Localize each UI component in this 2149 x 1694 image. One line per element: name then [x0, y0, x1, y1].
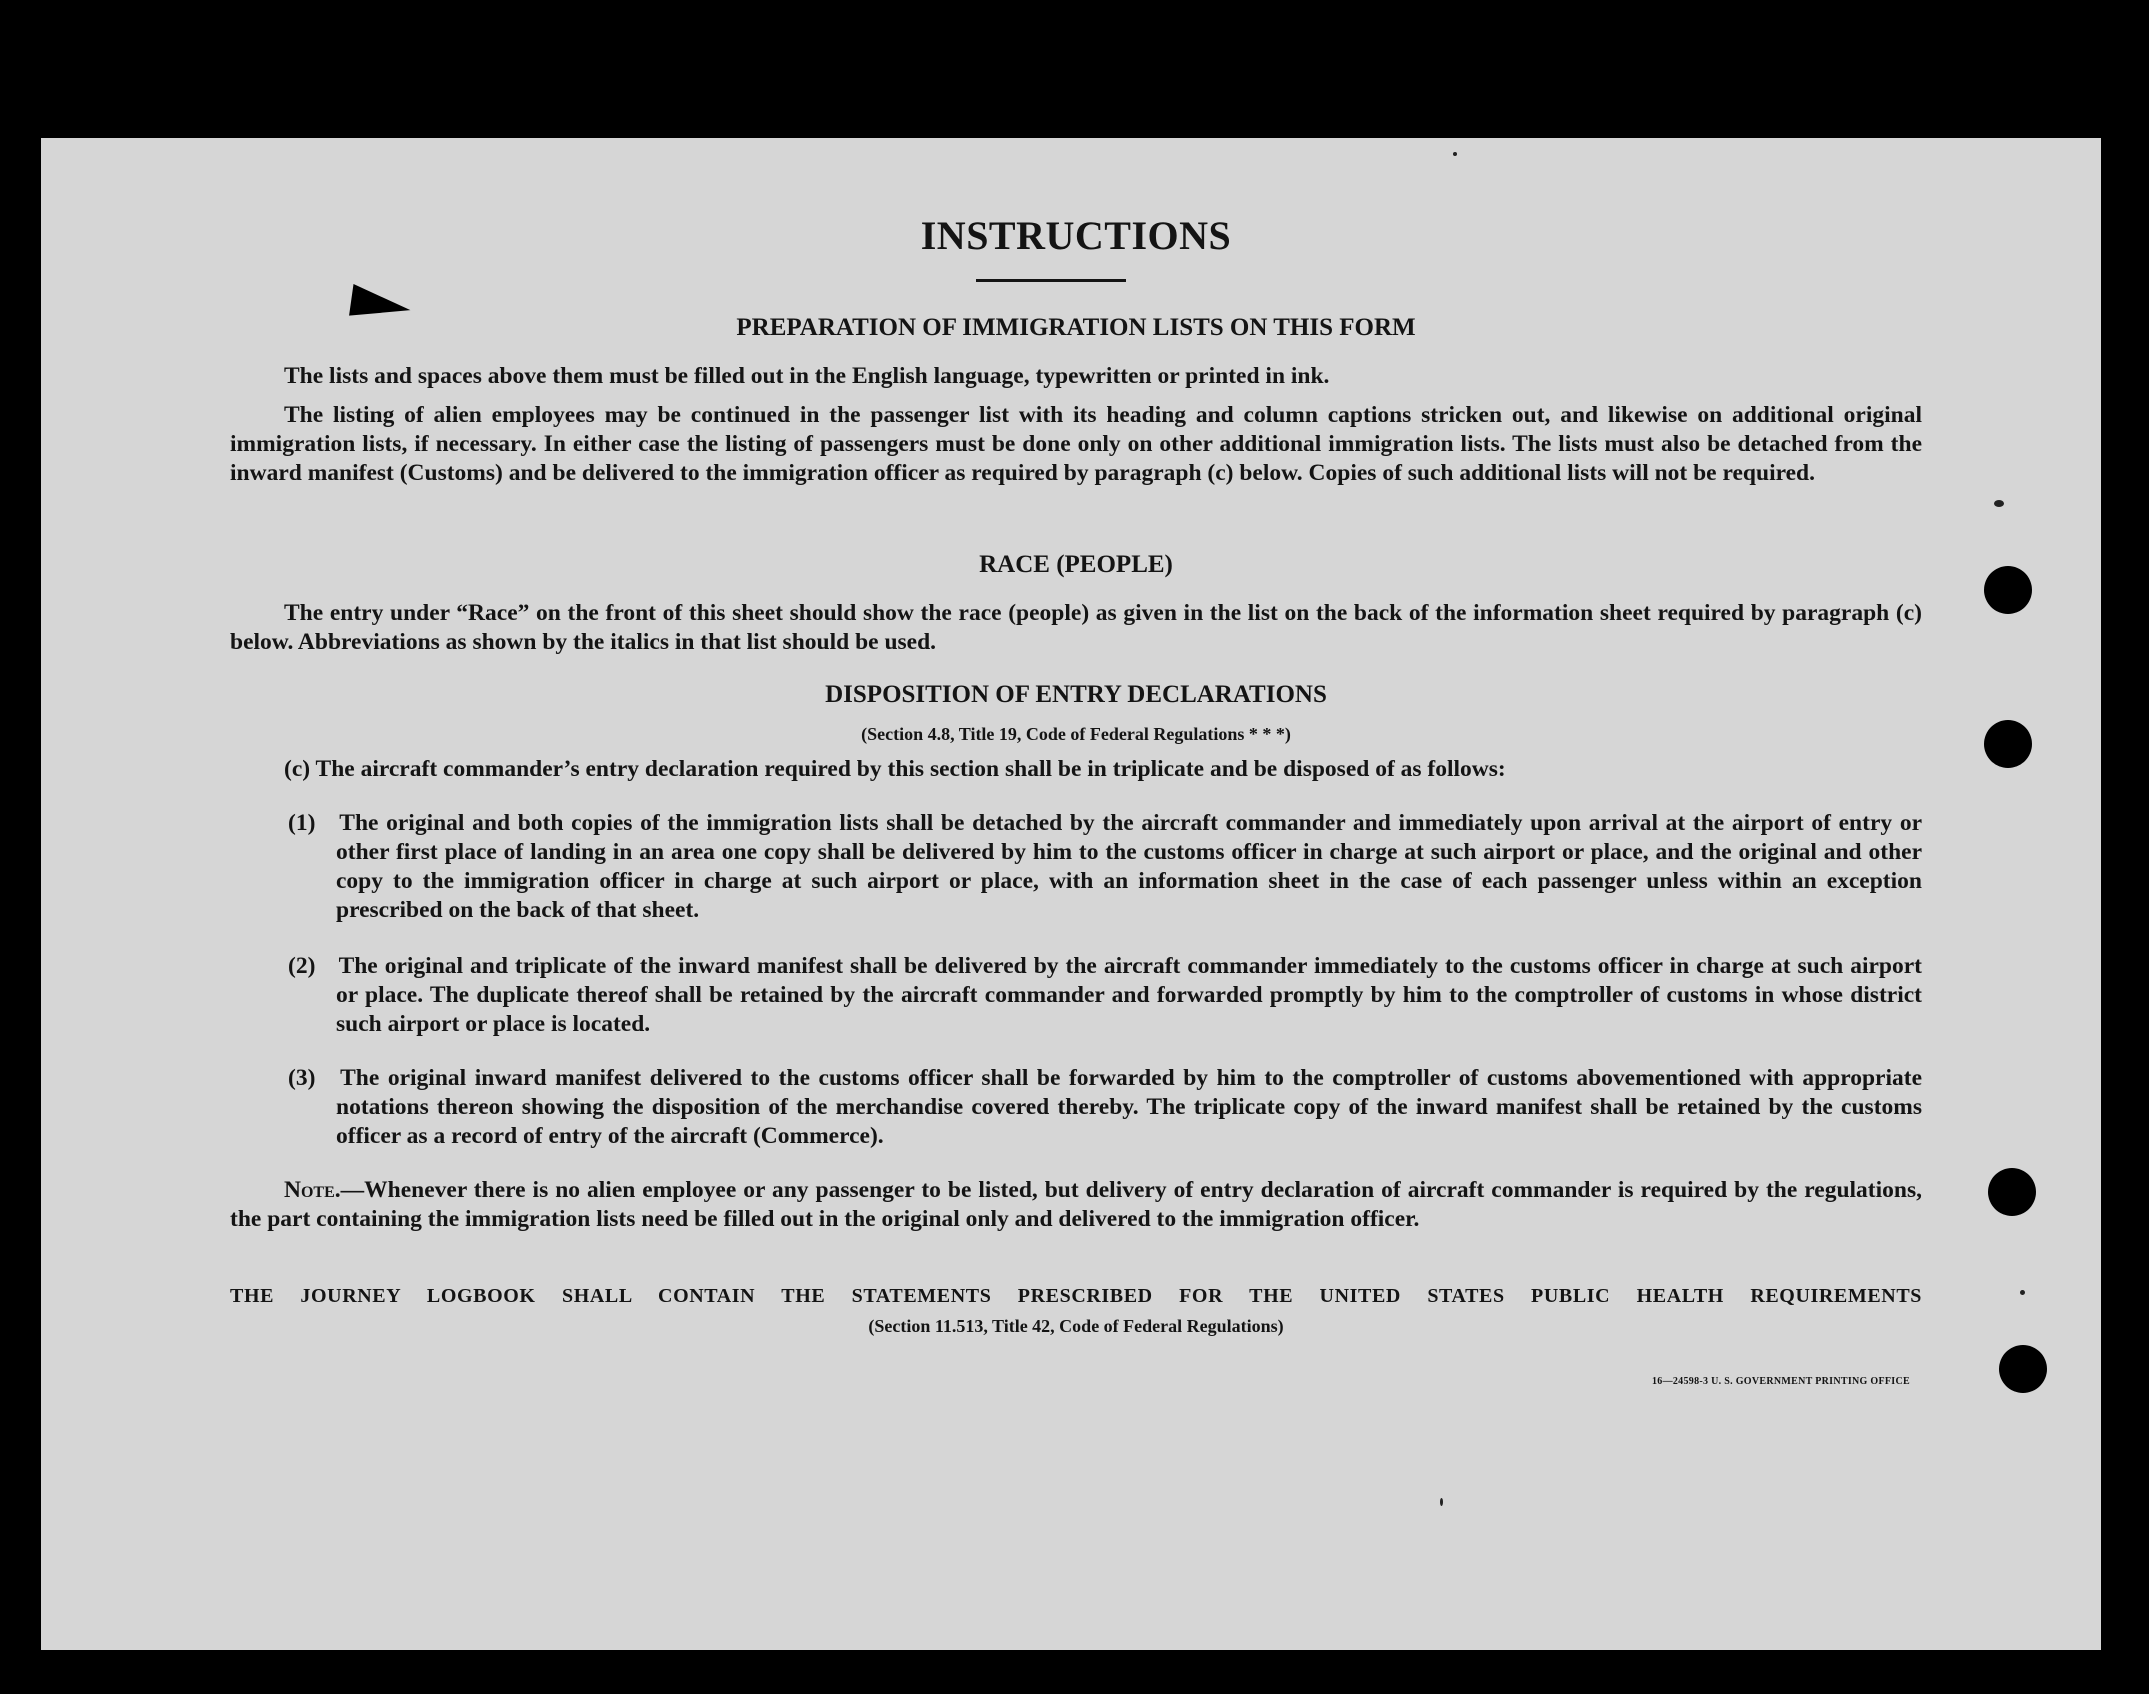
- list-item-3: [288, 1064, 1922, 1151]
- intro-text: The aircraft commander’s entry declaration required by this section shall be in triplicate and be disposed of as follows:: [315, 756, 1506, 782]
- list-item-number: (3): [288, 1065, 316, 1091]
- section-heading-preparation: PREPARATION OF IMMIGRATION LISTS ON THIS FORM: [736, 314, 1416, 341]
- list-item-text: The original and triplicate of the inward manifest shall be delivered by the aircraft commander immediately to the customs officer in charge at such airport or place. The duplicate thereof shall be retained by the aircraft commander and forwarded promptly by him to the comptroller of customs in whose district such airport or place is located.: [336, 953, 1922, 1037]
- printer-imprint: 16—24598-3 U. S. GOVERNMENT PRINTING OFFICE: [1651, 1376, 1910, 1387]
- citation-title-42: (Section 11.513, Title 42, Code of Federal Regulations): [868, 1316, 1284, 1336]
- list-item-number: (1): [288, 810, 316, 836]
- paragraph-language: The lists and spaces above them must be filled out in the English language, typewritten or printed in ink.: [284, 363, 1330, 389]
- title-underline: [976, 279, 1126, 282]
- list-item-1: [288, 809, 1922, 925]
- ink-speck: [2020, 1290, 2025, 1295]
- intro-label: (c): [284, 756, 311, 782]
- note-label: Note.: [284, 1177, 341, 1203]
- page-title: INSTRUCTIONS: [920, 213, 1232, 258]
- list-item-text: The original and both copies of the immigration lists shall be detached by the aircraft commander and immediately upon arrival at the airport of entry or other first place of landing in an area one copy shall be delivered by him to the customs officer in charge at such airport or place, and the original and other copy to the immigration officer in charge at such airport or place, with an information sheet in the case of each passenger unless within an exception prescribed on the back of that sheet.: [336, 810, 1922, 923]
- paragraph-listing: The listing of alien employees may be continued in the passenger list with its heading and column captions stricken out, and likewise on additional original immigration lists, if necessary. In either case the listing of passengers must be done only on other additional immigration lists. The lists must also be detached from the inward manifest (Customs) and be delivered to the immigration officer as required by paragraph (c) below. Copies of such additional lists will not be required.: [230, 402, 1922, 486]
- paragraph-disposition-intro: [230, 755, 1922, 784]
- ink-speck: [1440, 1498, 1443, 1506]
- document-sheet: [41, 138, 2101, 1650]
- section-heading-disposition: DISPOSITION OF ENTRY DECLARATIONS: [825, 681, 1327, 708]
- section-heading-race: RACE (PEOPLE): [979, 551, 1173, 578]
- note-text: —Whenever there is no alien employee or any passenger to be listed, but delivery of entry declaration of aircraft commander is required by the regulations, the part containing the immigration lists need be filled out in the original only and delivered to the immigration officer.: [230, 1177, 1922, 1232]
- paragraph-note: [230, 1176, 1922, 1234]
- punch-hole-3: [1988, 1168, 2036, 1216]
- ink-speck: [1453, 152, 1457, 156]
- paragraph-race: The entry under “Race” on the front of this sheet should show the race (people) as given in the list on the back of the information sheet required by paragraph (c) below. Abbreviations as shown by the italics in that list should be used.: [230, 600, 1922, 655]
- list-item-2: [288, 952, 1922, 1039]
- punch-hole-4: [1999, 1345, 2047, 1393]
- citation-title-19: (Section 4.8, Title 19, Code of Federal Regulations * * *): [861, 724, 1291, 744]
- ink-speck: [1994, 500, 2004, 507]
- punch-hole-1: [1984, 566, 2032, 614]
- list-item-text: The original inward manifest delivered to the customs officer shall be forwarded by him to the comptroller of customs abovementioned with appropriate notations thereon showing the disposition of the merchandise covered thereby. The triplicate copy of the inward manifest shall be retained by the customs officer as a record of entry of the aircraft (Commerce).: [336, 1065, 1922, 1149]
- journey-logbook-statement: THE JOURNEY LOGBOOK SHALL CONTAIN THE STATEMENTS PRESCRIBED FOR THE UNITED STATES PUBLIC HEALTH REQUIREMENTS: [230, 1285, 1922, 1307]
- punch-hole-2: [1984, 720, 2032, 768]
- list-item-number: (2): [288, 953, 316, 979]
